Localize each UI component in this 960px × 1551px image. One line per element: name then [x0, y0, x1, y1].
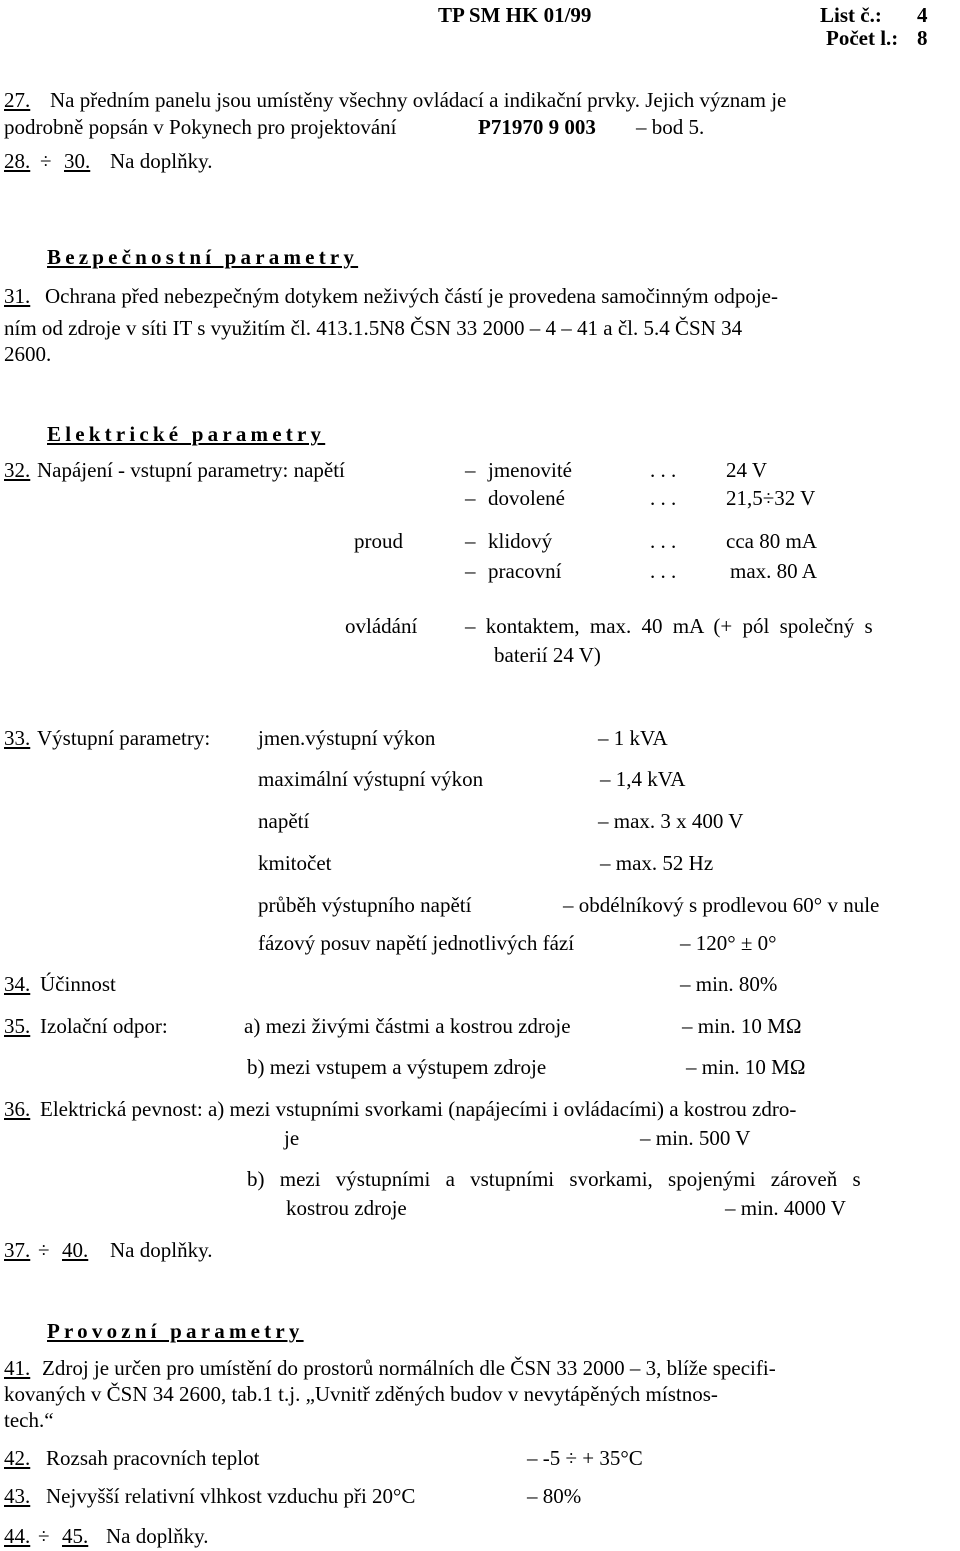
item-text: Zdroj je určen pro umístění do prostorů normálních dle ČSN 33 2000 – 3, blíže specifi- — [42, 1356, 776, 1380]
item-number: 37. — [4, 1238, 31, 1262]
document-id: TP SM HK 01/99 — [438, 3, 592, 27]
dots: . . . — [650, 458, 677, 482]
item-text: Elektrická pevnost: a) mezi vstupními svorkami (napájecími i ovládacími) a kostrou zdro- — [40, 1097, 797, 1121]
param-name: maximální výstupní výkon — [258, 767, 484, 791]
item-number: 43. — [4, 1484, 31, 1508]
item-text: podrobně popsán v Pokynech pro projektování — [4, 115, 397, 139]
item-label: Napájení - vstupní parametry: napětí — [37, 458, 345, 482]
item-text: Na doplňky. — [110, 1238, 213, 1262]
dots: . . . — [650, 559, 677, 583]
item-text: 2600. — [4, 342, 52, 366]
pages-number: 8 — [917, 26, 928, 50]
param-value: – min. 4000 V — [725, 1196, 846, 1220]
item-text: Na doplňky. — [106, 1524, 209, 1548]
sub-label: proud — [354, 529, 403, 553]
item-number: 31. — [4, 284, 31, 308]
section-heading-safety: Bezpečnostní parametry — [47, 245, 359, 269]
param-value: – max. 3 x 400 V — [598, 809, 744, 833]
item-label: Nejvyšší relativní vlhkost vzduchu při 20°C — [46, 1484, 416, 1508]
param-value: – 1,4 kVA — [600, 767, 686, 791]
sheet-label: List č.: — [820, 3, 882, 27]
pages-label: Počet l.: — [826, 26, 899, 50]
param-value: – max. 52 Hz — [600, 851, 714, 875]
section-heading-operating: Provozní parametry — [47, 1319, 304, 1343]
item-number: 30. — [64, 149, 91, 173]
param-value: – min. 10 MΩ — [686, 1055, 806, 1079]
param-name: b) mezi vstupem a výstupem zdroje — [247, 1055, 547, 1079]
item-number: 44. — [4, 1524, 31, 1548]
item-text: Na předním panelu jsou umístěny všechny ovládací a indikační prvky. Jejich význam je — [50, 88, 787, 112]
param-name: klidový — [488, 529, 553, 553]
dash: – — [465, 458, 476, 482]
param-value: – 80% — [527, 1484, 582, 1508]
dash: – — [465, 529, 476, 553]
item-label: Rozsah pracovních teplot — [46, 1446, 260, 1470]
item-text: ním od zdroje v síti IT s využitím čl. 413.1.5N8 ČSN 33 2000 – 4 – 41 a čl. 5.4 ČSN 34 — [4, 316, 743, 340]
param-value: 24 V — [726, 458, 768, 482]
item-text: Na doplňky. — [110, 149, 213, 173]
param-value: – min. 10 MΩ — [682, 1014, 802, 1038]
item-text: kovaných v ČSN 34 2600, tab.1 t.j. „Uvnitř zděných budov v nevytápěných místnos- — [4, 1382, 718, 1406]
param-name: dovolené — [488, 486, 565, 510]
section-heading-electrical: Elektrické parametry — [47, 422, 326, 446]
sheet-number: 4 — [917, 3, 928, 27]
param-value: – 120° ± 0° — [680, 931, 777, 955]
param-name: jmenovité — [488, 458, 572, 482]
item-number: 36. — [4, 1097, 31, 1121]
item-label: Účinnost — [40, 972, 116, 996]
item-number: 32. — [4, 458, 31, 482]
item-text: je — [284, 1126, 300, 1150]
param-name: a) mezi živými částmi a kostrou zdroje — [244, 1014, 571, 1038]
range-divider: ÷ — [38, 1524, 50, 1548]
param-name: pracovní — [488, 559, 562, 583]
dots: . . . — [650, 486, 677, 510]
param-value: cca 80 mA — [726, 529, 817, 553]
item-number: 45. — [62, 1524, 89, 1548]
param-name: kmitočet — [258, 851, 332, 875]
item-text: – bod 5. — [636, 115, 705, 139]
sub-label: ovládání — [345, 614, 418, 638]
param-text: baterií 24 V) — [494, 643, 601, 667]
param-name: průběh výstupního napětí — [258, 893, 472, 917]
range-divider: ÷ — [38, 1238, 50, 1262]
param-name: napětí — [258, 809, 310, 833]
param-value: – 1 kVA — [598, 726, 668, 750]
item-number: 40. — [62, 1238, 89, 1262]
item-number: 34. — [4, 972, 31, 996]
param-value: max. 80 A — [730, 559, 817, 583]
param-value: 21,5÷32 V — [726, 486, 816, 510]
dash: – — [465, 559, 476, 583]
item-number: 41. — [4, 1356, 31, 1380]
item-number: 42. — [4, 1446, 31, 1470]
item-number: 27. — [4, 88, 31, 112]
param-name: kostrou zdroje — [286, 1196, 407, 1220]
param-text: – kontaktem, max. 40 mA (+ pól společný s — [465, 614, 873, 638]
param-value: – min. 80% — [680, 972, 778, 996]
item-text-bold: P71970 9 003 — [478, 115, 596, 139]
item-label: Výstupní parametry: — [37, 726, 211, 750]
item-label: Izolační odpor: — [40, 1014, 168, 1038]
param-value: – min. 500 V — [640, 1126, 751, 1150]
item-text: tech.“ — [4, 1408, 54, 1432]
range-divider: ÷ — [40, 149, 52, 173]
param-name: jmen.výstupní výkon — [258, 726, 436, 750]
dots: . . . — [650, 529, 677, 553]
param-name: b) mezi výstupními a vstupními svorkami, spojenými zároveň s — [247, 1167, 861, 1191]
param-value: – obdélníkový s prodlevou 60° v nule — [563, 893, 880, 917]
item-number: 33. — [4, 726, 31, 750]
param-name: fázový posuv napětí jednotlivých fází — [258, 931, 575, 955]
param-value: – -5 ÷ + 35°C — [527, 1446, 643, 1470]
dash: – — [465, 486, 476, 510]
item-number: 35. — [4, 1014, 31, 1038]
item-text: Ochrana před nebezpečným dotykem neživých částí je provedena samočinným odpoje- — [45, 284, 778, 308]
item-number: 28. — [4, 149, 31, 173]
